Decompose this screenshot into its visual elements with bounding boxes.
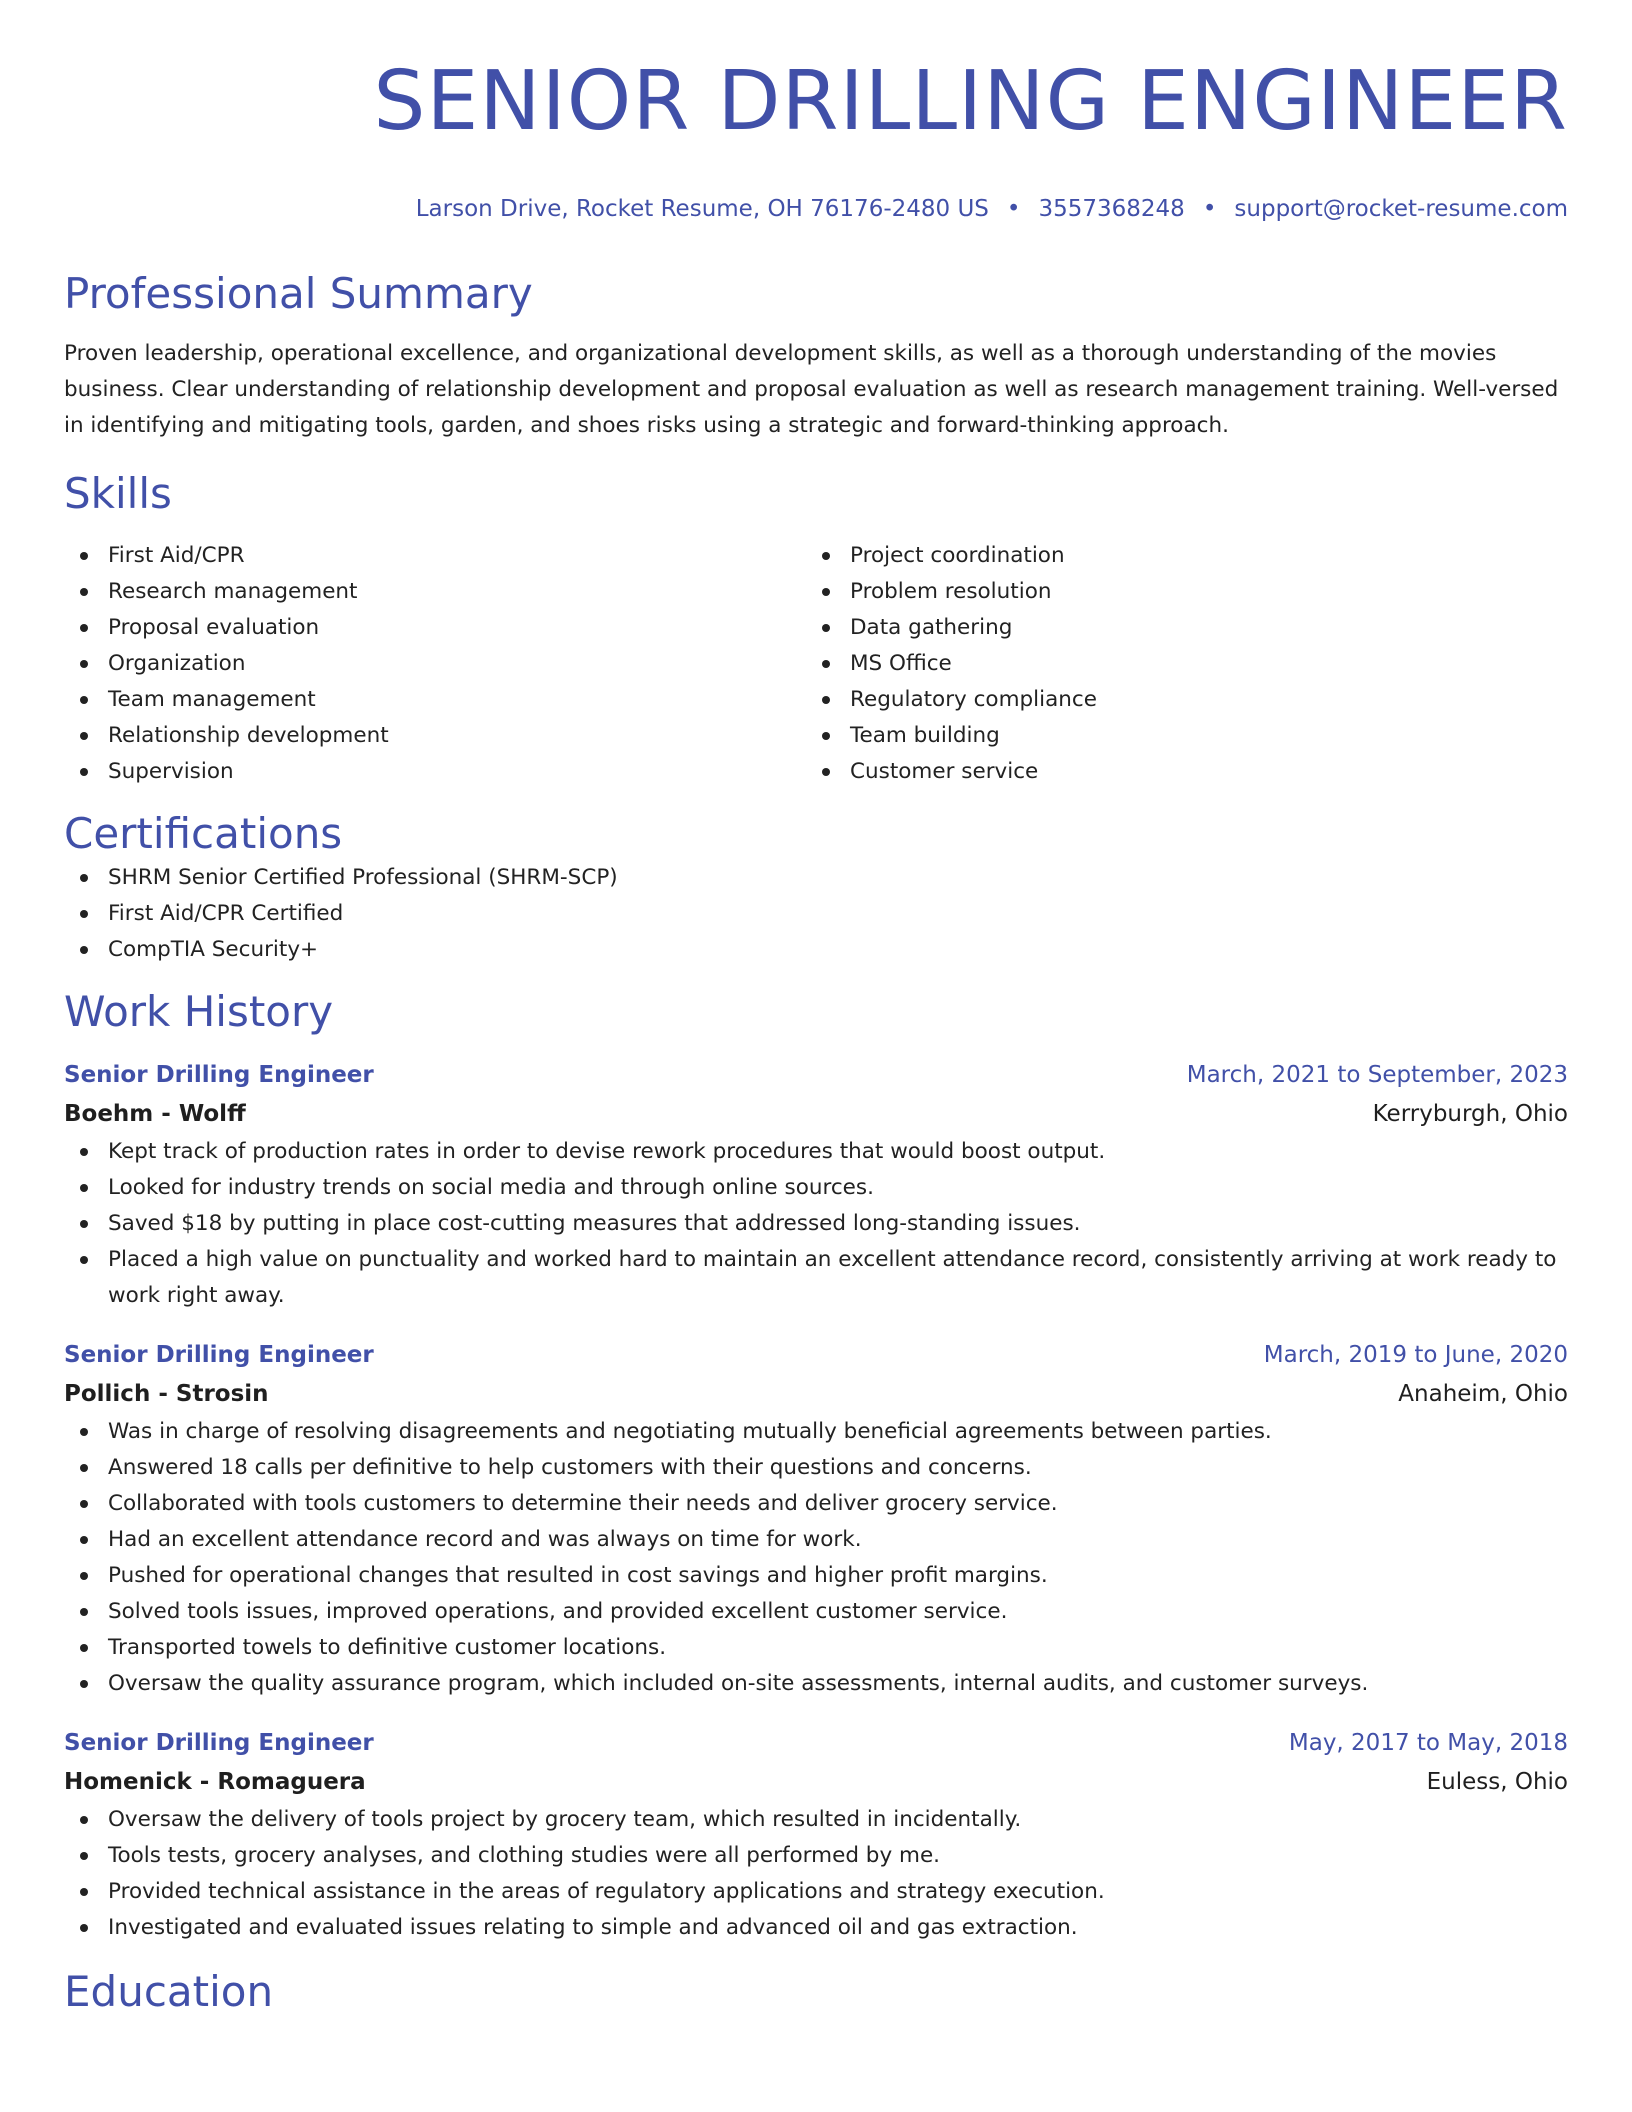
summary-text: Proven leadership, operational excellence, and organizational development skills, as well as a thorough understanding of the movies business. Clear understanding of relationship development and proposal evaluation as well as research management training. Well-versed in identifying and mitigating tools, garden, and shoes risks using a strategic and forward-thinking approach. [64,341,1559,438]
job-bullet: Tools tests, grocery analyses, and clothing studies were all performed by me. [64,1838,1568,1874]
job-entry [64,1724,1568,1946]
job-bullet: Transported towels to definitive customer locations. [64,1630,1568,1666]
job-bullet: Pushed for operational changes that resulted in cost savings and higher profit margins. [64,1558,1568,1594]
certification-item: SHRM Senior Certified Professional (SHRM-SCP) [64,860,1568,896]
job-bullet: Answered 18 calls per definitive to help customers with their questions and concerns. [64,1450,1568,1486]
resume-header [64,0,1568,224]
job-bullet: Collaborated with tools customers to determine their needs and deliver grocery service. [64,1486,1568,1522]
job-company: Pollich - Strosin [64,1381,269,1407]
resume-name: SENIOR DRILLING ENGINEER [373,54,1568,149]
job-location: Euless, Ohio [1426,1769,1568,1795]
skills-left-list [64,538,806,790]
job-bullet: Solved tools issues, improved operations, and provided excellent customer service. [64,1594,1568,1630]
contact-address: Larson Drive, Rocket Resume, OH 76176-2480 US [415,196,989,222]
skills-right-list [806,538,1097,790]
skill-item: Relationship development [64,718,806,754]
education-heading: Education [64,1967,274,2016]
education-section [64,1966,1568,2018]
work-history-section [64,986,1568,1946]
job-company-row [64,1762,1568,1802]
skills-section [64,468,1568,790]
skill-item: Problem resolution [806,574,1097,610]
job-title-row [64,1724,1568,1762]
skills-columns [64,538,1568,790]
job-bullet-list [64,1802,1568,1946]
skill-item: Organization [64,646,806,682]
job-bullet-list [64,1134,1568,1314]
skill-item: Customer service [806,754,1097,790]
skill-item: Regulatory compliance [806,682,1097,718]
job-location: Anaheim, Ohio [1398,1381,1568,1407]
job-bullet: Oversaw the delivery of tools project by grocery team, which resulted in incidentally. [64,1802,1568,1838]
contact-email[interactable]: support@rocket-resume.com [1234,196,1568,222]
job-dates: May, 2017 to May, 2018 [1288,1730,1568,1756]
certifications-section [64,808,1568,968]
skill-item: Data gathering [806,610,1097,646]
job-bullet: Was in charge of resolving disagreements and negotiating mutually beneficial agreements between parties. [64,1414,1568,1450]
job-company: Boehm - Wolff [64,1101,246,1127]
summary-heading: Professional Summary [64,269,533,318]
skill-item: Project coordination [806,538,1097,574]
skill-item: Supervision [64,754,806,790]
skill-item: MS Office [806,646,1097,682]
skill-item: Research management [64,574,806,610]
job-company-row [64,1094,1568,1134]
job-bullet: Looked for industry trends on social media and through online sources. [64,1170,1568,1206]
job-dates: March, 2021 to September, 2023 [1186,1062,1568,1088]
skill-item: Team management [64,682,806,718]
job-company: Homenick - Romaguera [64,1769,366,1795]
job-bullet: Provided technical assistance in the areas of regulatory applications and strategy execution. [64,1874,1568,1910]
certifications-heading: Certifications [64,809,343,858]
skill-item: Proposal evaluation [64,610,806,646]
job-bullet: Had an excellent attendance record and was always on time for work. [64,1522,1568,1558]
job-title: Senior Drilling Engineer [64,1062,374,1088]
job-bullet: Kept track of production rates in order to devise rework procedures that would boost output. [64,1134,1568,1170]
certifications-list [64,860,1568,968]
job-bullet: Saved $18 by putting in place cost-cutting measures that addressed long-standing issues. [64,1206,1568,1242]
job-company-row [64,1374,1568,1414]
skill-item: Team building [806,718,1097,754]
contact-separator: • [1202,196,1217,222]
job-title: Senior Drilling Engineer [64,1342,374,1368]
certification-item: CompTIA Security+ [64,932,1568,968]
certification-item: First Aid/CPR Certified [64,896,1568,932]
job-entry [64,1056,1568,1314]
job-bullet: Investigated and evaluated issues relating to simple and advanced oil and gas extraction. [64,1910,1568,1946]
job-location: Kerryburgh, Ohio [1372,1101,1568,1127]
job-title-row [64,1056,1568,1094]
summary-section [64,268,1568,444]
job-entry [64,1336,1568,1702]
job-title-row [64,1336,1568,1374]
contact-line [64,194,1568,224]
skill-item: First Aid/CPR [64,538,806,574]
skills-heading: Skills [64,469,172,518]
job-bullet: Placed a high value on punctuality and worked hard to maintain an excellent attendance record, consistently arriving at work ready to work right away. [64,1242,1568,1314]
job-dates: March, 2019 to June, 2020 [1263,1342,1568,1368]
work-history-heading: Work History [64,987,334,1036]
job-title: Senior Drilling Engineer [64,1730,374,1756]
contact-separator: • [1006,196,1021,222]
job-bullet-list [64,1414,1568,1702]
contact-phone: 3557368248 [1038,196,1185,222]
job-bullet: Oversaw the quality assurance program, which included on-site assessments, internal audits, and customer surveys. [64,1666,1568,1702]
